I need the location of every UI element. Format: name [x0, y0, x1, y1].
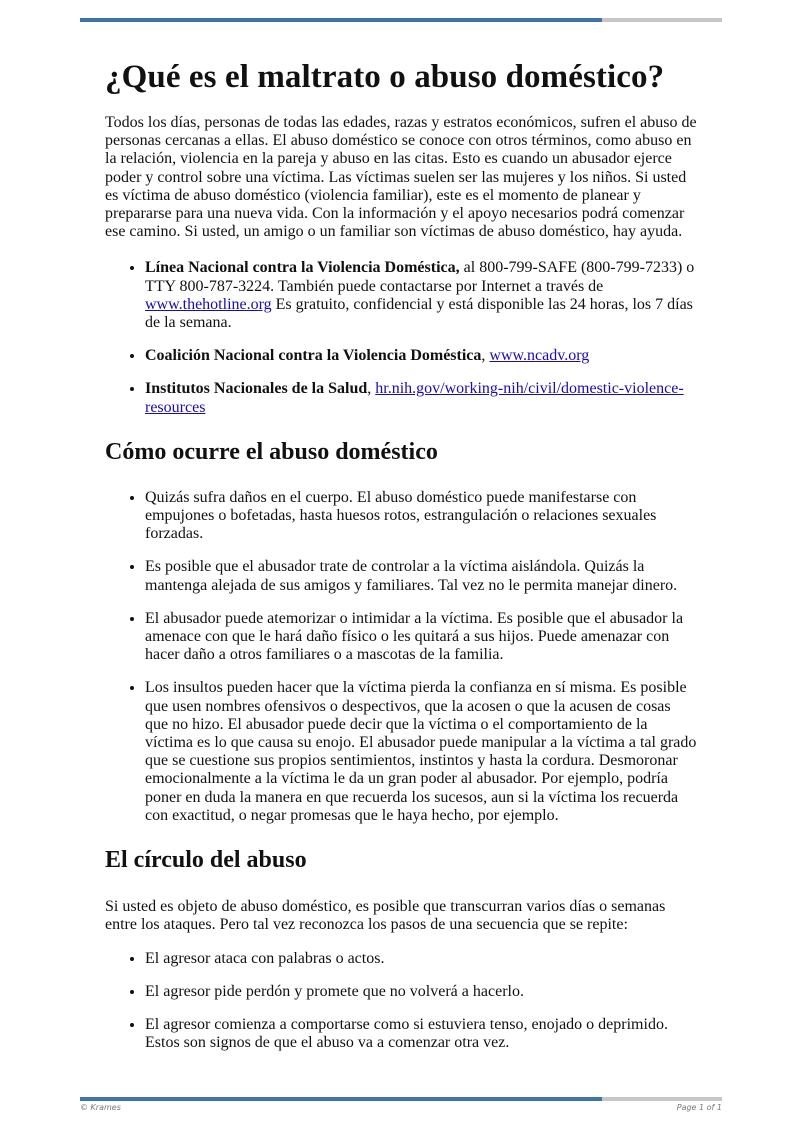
document-body: [105, 52, 697, 1052]
list-item: • El agresor ataca con palabras o actos.: [145, 950, 697, 968]
resource-item: [145, 259, 697, 332]
how-list: [105, 489, 697, 825]
page-footer: [80, 1103, 722, 1112]
resources-list: [105, 259, 697, 416]
resource-text: ,: [481, 347, 490, 365]
resource-item: [145, 380, 697, 416]
list-item: • El agresor pide perdón y promete que no volverá a hacerlo.: [145, 983, 697, 1001]
bottom-rule-accent: [80, 1097, 602, 1101]
nih-link[interactable]: hr.nih.gov/working-nih/civil/domestic-violence-resources: [145, 380, 684, 416]
bottom-rule-muted: [602, 1097, 722, 1101]
page-number: Page 1 of 1: [676, 1103, 722, 1112]
resource-text: Es gratuito, confidencial y está disponible las 24 horas, los 7 días de la semana.: [145, 295, 693, 332]
resource-name: Coalición Nacional contra la Violencia Doméstica: [145, 347, 482, 365]
page-title: ¿Qué es el maltrato o abuso doméstico?: [105, 59, 665, 95]
resource-name: Institutos Nacionales de la Salud: [145, 380, 368, 398]
copyright-text: © Krames: [80, 1103, 121, 1112]
list-item: • El agresor comienza a comportarse como si estuviera tenso, enojado o deprimido. Estos son signos de que el abuso va a comenzar otra vez.: [145, 1016, 697, 1052]
section-heading-how: Cómo ocurre el abuso doméstico: [105, 438, 438, 465]
resource-item: [145, 347, 697, 365]
intro-paragraph: Todos los días, personas de todas las edades, razas y estratos económicos, sufren el abuso de personas cercanas a ellas. El abuso doméstico se conoce con otros términos, como abuso en la relación, violencia en la pareja y abuso en las citas. Esto es cuando un abusador ejerce poder y control sobre una víctima. Las víctimas suelen ser las mujeres y los niños. Si usted es víctima de abuso doméstico (violencia familiar), este es el momento de planear y prepararse para una nueva vida. Con la información y el apoyo necesarios podrá comenzar ese camino. Si usted, un amigo o un familiar son víctimas de abuso doméstico, hay ayuda.: [105, 114, 697, 241]
cycle-paragraph: Si usted es objeto de abuso doméstico, es posible que transcurran varios días o semanas entre los ataques. Pero tal vez reconozca los pasos de una secuencia que se repite:: [105, 898, 666, 934]
list-item: • Es posible que el abusador trate de controlar a la víctima aislándola. Quizás la mantenga alejada de sus amigos y familiares. Tal vez no le permita manejar dinero.: [145, 558, 697, 594]
bottom-rule: [80, 1097, 722, 1101]
top-rule-accent: [80, 18, 602, 22]
resource-text: ,: [367, 380, 376, 398]
list-item: • El abusador puede atemorizar o intimidar a la víctima. Es posible que el abusador la amenace con que le hará daño físico o les quitará a sus hijos. Puede amenazar con hacer daño a otros familiares o a mascotas de la familia.: [145, 610, 697, 665]
resource-name: Línea Nacional contra la Violencia Doméstica,: [145, 259, 460, 277]
cycle-list: [105, 950, 697, 1053]
list-item: • Los insultos pueden hacer que la víctima pierda la confianza en sí misma. Es posible que usen nombres ofensivos o despectivos, que la acosen o que la acusen de cosas que no hizo. El abusador puede decir que la víctima o el comportamiento de la víctima es lo que causa su enojo. El abusador puede manipular a la víctima a tal grado que se cuestione sus propios sentimientos, instintos y hasta la cordura. Desmoronar emocionalmente a la víctima le da un gran poder al abusador. Por ejemplo, podría poner en duda la manera en que recuerda los sucesos, aun si la víctima los recuerda con exactitud, o negar promesas que le haya hecho, por ejemplo.: [145, 679, 697, 825]
top-rule-muted: [602, 18, 722, 22]
resource-text: al 800-799-SAFE (800-799-7233) o TTY 800-787-3224. También puede contactarse por Internet a través de: [145, 259, 695, 295]
top-rule: [80, 18, 722, 22]
list-item: • Quizás sufra daños en el cuerpo. El abuso doméstico puede manifestarse con empujones o bofetadas, hasta huesos rotos, estrangulación o relaciones sexuales forzadas.: [145, 489, 697, 544]
ncadv-link[interactable]: www.ncadv.org: [489, 347, 590, 365]
section-heading-cycle: El círculo del abuso: [105, 847, 307, 874]
hotline-link[interactable]: www.thehotline.org: [145, 295, 272, 313]
